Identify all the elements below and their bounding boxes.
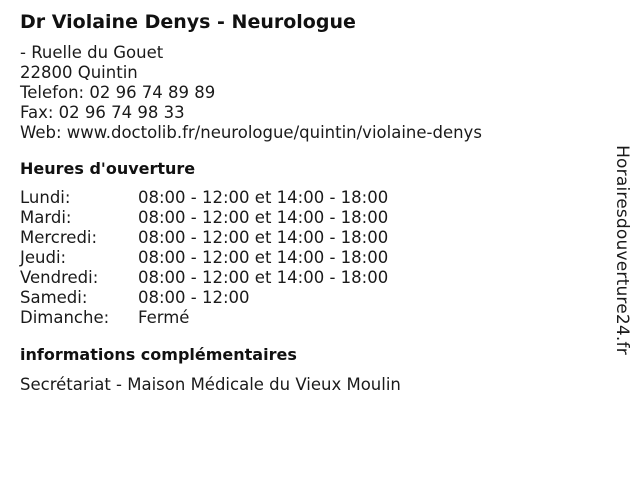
day-label: Lundi: [20, 188, 71, 207]
website-line: Web: www.doctolib.fr/neurologue/quintin/violaine-denys [20, 123, 482, 142]
hours-row-samedi [20, 288, 600, 308]
page-title: Dr Violaine Denys - Neurologue [20, 11, 356, 33]
hours-row-dimanche [20, 308, 600, 328]
city-line: 22800 Quintin [20, 63, 138, 82]
day-label: Vendredi: [20, 268, 99, 287]
time-value: 08:00 - 12:00 et 14:00 - 18:00 [138, 208, 389, 227]
street-address: - Ruelle du Gouet [20, 43, 164, 62]
listing-card [20, 10, 600, 395]
fax-number: Fax: 02 96 74 98 33 [20, 103, 185, 122]
hours-row-jeudi [20, 248, 600, 268]
phone-number: Telefon: 02 96 74 89 89 [20, 83, 216, 102]
time-value: 08:00 - 12:00 et 14:00 - 18:00 [138, 188, 389, 207]
hours-row-mardi [20, 208, 600, 228]
hours-row-lundi [20, 188, 600, 208]
additional-info-heading: informations complémentaires [20, 345, 297, 364]
day-label: Samedi: [20, 288, 88, 307]
day-label: Jeudi: [20, 248, 67, 267]
time-value: 08:00 - 12:00 et 14:00 - 18:00 [138, 228, 389, 247]
time-value: Fermé [138, 308, 190, 327]
site-watermark: Horairesdouverture24.fr [612, 145, 632, 355]
opening-hours-table [20, 188, 600, 328]
time-value: 08:00 - 12:00 [138, 288, 250, 307]
address-block [20, 43, 600, 143]
opening-hours-heading: Heures d'ouverture [20, 159, 196, 178]
additional-info-text: Secrétariat - Maison Médicale du Vieux Moulin [20, 375, 401, 394]
time-value: 08:00 - 12:00 et 14:00 - 18:00 [138, 248, 389, 267]
hours-row-mercredi [20, 228, 600, 248]
day-label: Dimanche: [20, 308, 110, 327]
time-value: 08:00 - 12:00 et 14:00 - 18:00 [138, 268, 389, 287]
day-label: Mercredi: [20, 228, 98, 247]
day-label: Mardi: [20, 208, 72, 227]
hours-row-vendredi [20, 268, 600, 288]
